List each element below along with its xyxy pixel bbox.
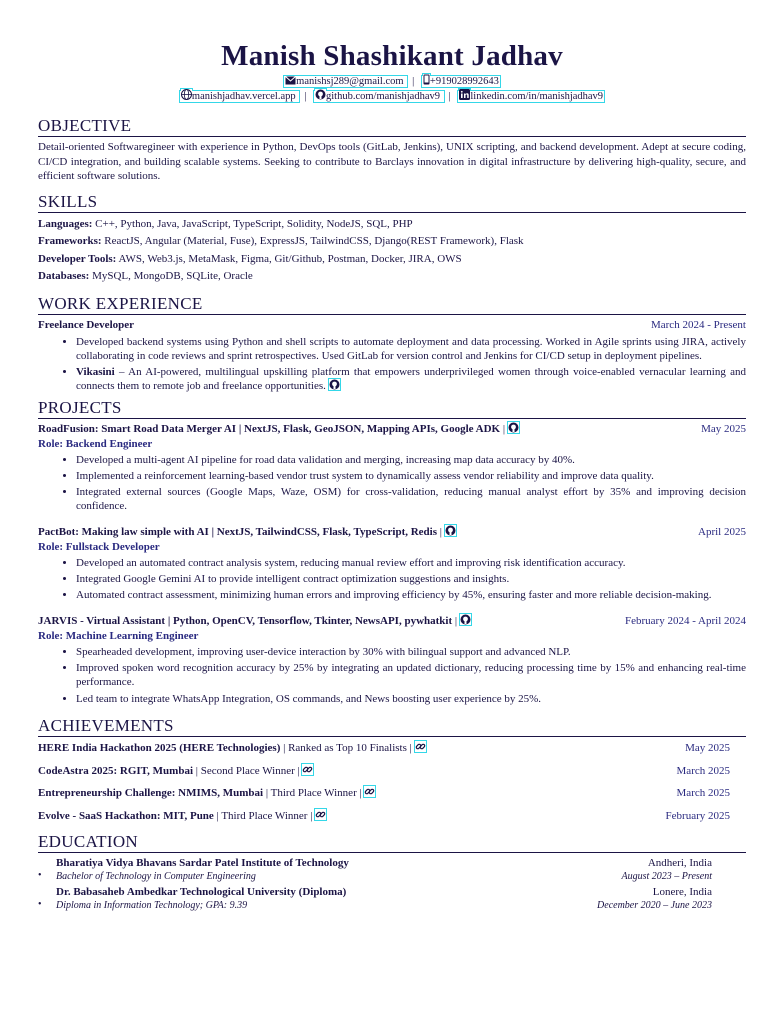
project-item: [38, 525, 746, 603]
objective-text: Detail-oriented Softwaregineer with experience in Python, DevOps tools (GitLab, Jenkins), UNIX scripting, and backend development. Adept at secure coding, CI/CD integration, and building scalable systems. Seeking to contribute to Barclays innovation in digital infrastructure by delivering high-quality, secure, and efficient software solutions.: [38, 141, 746, 182]
project-bullet: • Developed a multi-agent AI pipeline for road data validation and merging, increasing map data accuracy by 40%.: [76, 453, 746, 467]
skills-heading: SKILLS: [38, 192, 746, 213]
project-tech: NextJS, Flask, GeoJSON, Mapping APIs, Google ADK: [244, 422, 501, 435]
education-section: [38, 832, 746, 913]
github-icon[interactable]: [460, 614, 471, 625]
work-bullet-text: – An AI-powered, multilingual upskilling platform that empowers underprivileged women through voice-enabled vernacular learning and connects them to remote job and freelance opportunities.: [76, 366, 746, 393]
skill-label: Databases:: [38, 270, 90, 282]
objective-section: [38, 116, 746, 184]
project-tech: NextJS, TailwindCSS, Flask, TypeScript, Redis: [216, 525, 438, 538]
phone-link[interactable]: [422, 76, 500, 87]
email-text: manishsj289@gmail.com: [296, 76, 404, 87]
bullet-icon: •: [38, 899, 42, 911]
work-bullet-bold: Vikasini: [76, 366, 115, 379]
link-icon[interactable]: [415, 741, 426, 752]
work-date: March 2024 - Present: [650, 318, 746, 331]
education-heading: EDUCATION: [38, 832, 746, 853]
project-date: May 2025: [701, 422, 746, 435]
achievement-title: Evolve - SaaS Hackathon: MIT, Pune: [38, 810, 214, 823]
work-bullets: [38, 335, 746, 394]
projects-heading: PROJECTS: [38, 398, 746, 419]
github-icon: [315, 89, 326, 100]
project-role: Role: Fullstack Developer: [38, 540, 160, 553]
project-tech: Python, OpenCV, Tensorflow, Tkinter, NewsAPI, pywhatkit: [173, 614, 453, 627]
skill-label: Frameworks:: [38, 235, 102, 247]
education-item: [38, 856, 712, 884]
project-name: PactBot: Making law simple with AI: [38, 525, 209, 538]
work-bullet: • Developed backend systems using Python and shell scripts to automate deployment and data processing. Worked in Agile sprints using JIRA, actively collaborating in code reviews and sprint retrospectives. Used GitLab for version control and Jenkins for CI/CD setup in deployment pipelines.: [76, 335, 746, 363]
achievement-row: HERE India Hackathon 2025 (HERE Technologies) | Ranked as Top 10 Finalists | May 2025: [38, 741, 730, 754]
project-item: [38, 422, 746, 514]
website-link[interactable]: [180, 91, 299, 102]
project-bullet: • Implemented a reinforcement learning-based vendor trust system to dynamically assess vendor reliability and improve data quality.: [76, 469, 746, 483]
work-heading: WORK EXPERIENCE: [38, 294, 746, 315]
education-school: Dr. Babasaheb Ambedkar Technological University (Diploma): [56, 886, 347, 899]
github-profile-link[interactable]: [314, 91, 444, 102]
project-bullet: • Led team to integrate WhatsApp Integration, OS commands, and News boosting user experience by 25%.: [76, 692, 746, 706]
link-icon[interactable]: [315, 809, 326, 820]
achievement-detail: Third Place Winner: [221, 810, 308, 823]
work-section: [38, 294, 746, 394]
linkedin-text: linkedin.com/in/manishjadhav9: [470, 91, 604, 102]
achievement-row: Entrepreneurship Challenge: NMIMS, Mumbai | Third Place Winner | March 2025: [38, 787, 730, 800]
achievement-title: HERE India Hackathon 2025 (HERE Technologies): [38, 741, 281, 754]
github-text: github.com/manishjadhav9: [325, 91, 441, 102]
mail-icon: [285, 76, 296, 85]
project-item: [38, 614, 746, 706]
education-dates: December 2020 – June 2023: [597, 900, 712, 912]
project-header-row: PactBot: Making law simple with AI | NextJS, TailwindCSS, Flask, TypeScript, Redis | April 2025: [38, 525, 746, 538]
skills-section: [38, 192, 746, 286]
work-role: Freelance Developer: [38, 318, 135, 331]
linkedin-link[interactable]: [458, 91, 604, 102]
link-icon[interactable]: [364, 786, 375, 797]
achievements-section: [38, 716, 746, 824]
skill-label: Developer Tools:: [38, 252, 117, 265]
education-degree: Bachelor of Technology in Computer Engineering: [56, 871, 256, 883]
github-icon[interactable]: [445, 525, 456, 536]
objective-heading: OBJECTIVE: [38, 116, 746, 137]
achievement-date: February 2025: [665, 810, 730, 823]
project-role: Role: Backend Engineer: [38, 437, 153, 450]
skill-value: AWS, Web3.js, MetaMask, Figma, Git/Github, Postman, Docker, JIRA, OWS: [118, 252, 462, 265]
achievement-title: Entrepreneurship Challenge: NMIMS, Mumbai: [38, 787, 264, 800]
achievement-title: CodeAstra 2025: RGIT, Mumbai: [38, 764, 194, 777]
education-school: Bharatiya Vidya Bhavans Sardar Patel Institute of Technology: [56, 857, 349, 870]
project-bullet: • Integrated external sources (Google Maps, Waze, OSM) for cross-validation, reducing manual analyst effort by 35% and improving decision confidence.: [76, 485, 746, 513]
work-header-row: [38, 318, 746, 333]
github-icon[interactable]: [329, 379, 340, 390]
project-name: RoadFusion: Smart Road Data Merger AI: [38, 422, 237, 435]
projects-section: [38, 398, 746, 706]
phone-icon: [423, 74, 430, 85]
project-bullet: • Automated contract assessment, minimizing human errors and improving efficiency by 45%, ensuring faster and more reliable decision-making.: [76, 588, 746, 602]
achievement-detail: Third Place Winner: [270, 787, 357, 800]
bullet-icon: •: [38, 870, 42, 882]
skill-row-developer-tools: [38, 251, 746, 269]
project-bullets: [38, 645, 746, 706]
education-location: Lonere, India: [652, 886, 712, 899]
education-degree: Diploma in Information Technology; GPA: 9.39: [56, 900, 248, 912]
achievements-heading: ACHIEVEMENTS: [38, 716, 746, 737]
skill-row-languages: [38, 216, 746, 234]
link-icon[interactable]: [302, 764, 313, 775]
project-bullet: • Improved spoken word recognition accuracy by 25% by integrating an updated dictionary, reducing processing time by 15% and enhancing real-time performance.: [76, 661, 746, 689]
achievement-date: March 2025: [676, 764, 730, 777]
skill-value: MySQL, MongoDB, SQLite, Oracle: [92, 270, 253, 282]
contact-separator: |: [304, 91, 307, 102]
achievement-detail: Second Place Winner: [200, 764, 295, 777]
education-item: [38, 885, 712, 913]
contact-line-1: [38, 74, 746, 89]
email-link[interactable]: [284, 76, 407, 87]
project-bullets: [38, 556, 746, 603]
education-dates: August 2023 – Present: [621, 871, 712, 883]
project-header-row: JARVIS - Virtual Assistant | Python, OpenCV, Tensorflow, Tkinter, NewsAPI, pywhatkit | February 2024 - April 2024: [38, 614, 746, 627]
achievement-row: Evolve - SaaS Hackathon: MIT, Pune | Third Place Winner | February 2025: [38, 810, 730, 823]
education-location: Andheri, India: [647, 857, 712, 870]
linkedin-icon: [459, 89, 470, 100]
skill-row-frameworks: [38, 233, 746, 251]
achievement-detail: Ranked as Top 10 Finalists: [288, 741, 407, 754]
project-bullet: • Spearheaded development, improving user-device interaction by 30% with bilingual support and advanced NLP.: [76, 645, 746, 659]
skill-row-databases: [38, 268, 746, 286]
globe-icon: [181, 89, 192, 100]
skill-value: ReactJS, Angular (Material, Fuse), ExpressJS, TailwindCSS, Django(REST Framework), Flask: [104, 235, 524, 247]
project-date: April 2025: [698, 525, 746, 538]
project-bullet: • Developed an automated contract analysis system, reducing manual review effort and improving risk identification accuracy.: [76, 556, 746, 570]
contact-line-2: [38, 89, 746, 104]
work-bullet: [76, 365, 746, 393]
contact-separator: |: [412, 76, 415, 87]
website-text: manishjadhav.vercel.app: [191, 91, 296, 102]
project-header-row: RoadFusion: Smart Road Data Merger AI | NextJS, Flask, GeoJSON, Mapping APIs, Google ADK | May 2025: [38, 422, 746, 435]
skill-value: C++, Python, Java, JavaScript, TypeScript, Solidity, NodeJS, SQL, PHP: [95, 217, 413, 230]
project-bullets: [38, 453, 746, 514]
project-name: JARVIS - Virtual Assistant: [38, 614, 166, 627]
skill-label: Languages:: [38, 217, 93, 230]
achievement-date: March 2025: [676, 787, 730, 800]
achievement-date: May 2025: [685, 741, 730, 754]
phone-text: +919028992643: [429, 76, 499, 87]
resume-name: Manish Shashikant Jadhav: [221, 40, 563, 72]
achievement-row: CodeAstra 2025: RGIT, Mumbai | Second Place Winner | March 2025: [38, 764, 730, 777]
project-date: February 2024 - April 2024: [625, 614, 746, 627]
project-role: Role: Machine Learning Engineer: [38, 629, 199, 642]
project-bullet: • Integrated Google Gemini AI to provide intelligent contract optimization suggestions and insights.: [76, 572, 746, 586]
github-icon[interactable]: [508, 422, 519, 433]
resume-page: [38, 38, 746, 914]
contact-separator: |: [448, 91, 451, 102]
